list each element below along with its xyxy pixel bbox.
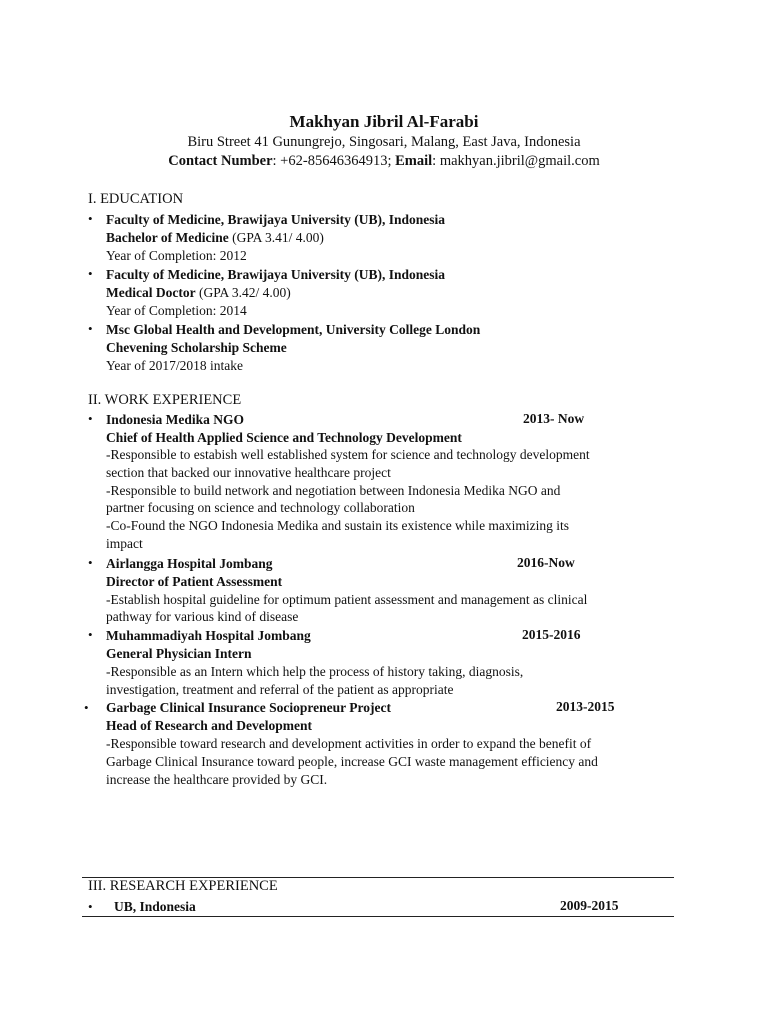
work-description-line: increase the healthcare provided by GCI. — [106, 772, 328, 787]
research-organization: UB, Indonesia — [114, 899, 196, 914]
education-degree: Medical Doctor — [106, 285, 196, 300]
bullet-icon: • — [88, 555, 93, 570]
email-value: : makhyan.jibril@gmail.com — [432, 153, 600, 169]
work-organization: Indonesia Medika NGO — [106, 412, 245, 427]
education-gpa: (GPA 3.42/ 4.00) — [195, 285, 291, 300]
education-degree: Chevening Scholarship Scheme — [106, 340, 287, 355]
education-institution: Faculty of Medicine, Brawijaya University (UB), Indonesia — [106, 212, 445, 227]
work-dates: 2015-2016 — [522, 627, 581, 642]
section-bottom-rule — [82, 916, 674, 917]
bullet-icon: • — [88, 321, 93, 336]
work-organization: Garbage Clinical Insurance Sociopreneur Project — [106, 700, 391, 715]
education-degree: Bachelor of Medicine — [106, 230, 229, 245]
contact-line — [0, 153, 768, 170]
bullet-icon: • — [88, 266, 93, 281]
work-description-line: impact — [106, 536, 143, 551]
bullet-icon: • — [84, 700, 89, 715]
work-role: Head of Research and Development — [106, 718, 312, 733]
education-degree-line — [106, 229, 324, 247]
work-role: Director of Patient Assessment — [106, 574, 283, 589]
research-heading: III. RESEARCH EXPERIENCE — [88, 878, 278, 894]
contact-number-label: Contact Number — [168, 153, 273, 169]
work-description-line: Garbage Clinical Insurance toward people, increase GCI waste management efficiency and — [106, 754, 598, 769]
applicant-name: Makhyan Jibril Al-Farabi — [289, 112, 479, 131]
work-organization: Muhammadiyah Hospital Jombang — [106, 628, 311, 643]
education-institution: Faculty of Medicine, Brawijaya University (UB), Indonesia — [106, 267, 445, 282]
work-organization: Airlangga Hospital Jombang — [106, 556, 273, 571]
education-institution: Msc Global Health and Development, University College London — [106, 322, 481, 337]
bullet-icon: • — [88, 627, 93, 642]
work-heading: II. WORK EXPERIENCE — [88, 392, 242, 408]
education-gpa: (GPA 3.41/ 4.00) — [228, 230, 324, 245]
work-role: Chief of Health Applied Science and Technology Development — [106, 430, 462, 445]
work-description-line: -Responsible toward research and development activities in order to expand the benefit of — [106, 736, 592, 751]
work-dates: 2013-2015 — [556, 699, 615, 714]
work-description-line: -Responsible to estabish well established system for science and technology development — [106, 447, 590, 462]
work-description-line: -Responsible to build network and negotiation between Indonesia Medika NGO and — [106, 483, 561, 498]
work-description-line: -Establish hospital guideline for optimum patient assessment and management as clinical — [106, 592, 588, 607]
bullet-icon: • — [88, 411, 93, 426]
education-year: Year of Completion: 2014 — [106, 303, 247, 318]
work-role: General Physician Intern — [106, 646, 252, 661]
education-year: Year of 2017/2018 intake — [106, 358, 243, 373]
work-dates: 2013- Now — [523, 411, 585, 426]
applicant-address: Biru Street 41 Gunungrejo, Singosari, Malang, East Java, Indonesia — [187, 134, 581, 150]
bullet-icon: • — [88, 899, 93, 914]
work-description-line: -Responsible as an Intern which help the process of history taking, diagnosis, — [106, 664, 524, 679]
research-dates: 2009-2015 — [560, 898, 619, 913]
education-degree-line — [106, 284, 291, 302]
email-label: Email — [395, 153, 433, 169]
work-description-line: section that backed our innovative healthcare project — [106, 465, 391, 480]
contact-number-value: : +62-85646364913; — [272, 153, 396, 169]
work-description-line: investigation, treatment and referral of the patient as appropriate — [106, 682, 454, 697]
work-dates: 2016-Now — [517, 555, 575, 570]
work-description-line: -Co-Found the NGO Indonesia Medika and sustain its existence while maximizing its — [106, 518, 570, 533]
work-description-line: partner focusing on science and technology collaboration — [106, 500, 415, 515]
education-year: Year of Completion: 2012 — [106, 248, 247, 263]
education-heading: I. EDUCATION — [88, 191, 184, 207]
work-description-line: pathway for various kind of disease — [106, 609, 299, 624]
bullet-icon: • — [88, 211, 93, 226]
